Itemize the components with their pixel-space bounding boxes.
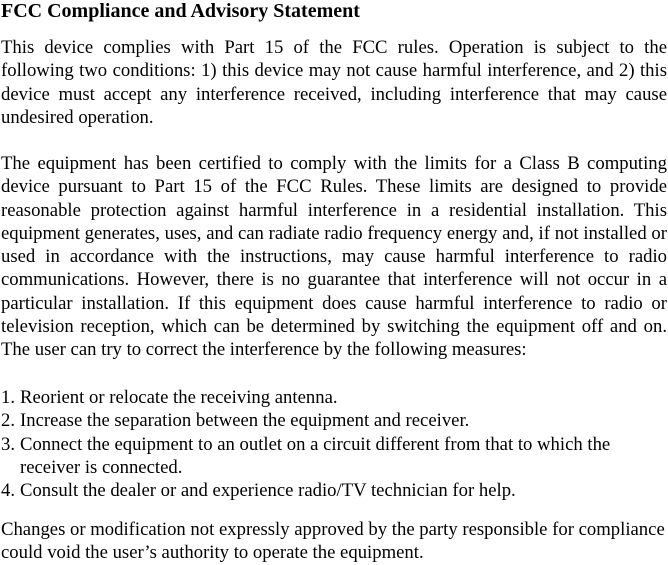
compliance-paragraph: This device complies with Part 15 of the FCC rules. Operation is subject to the following two conditions: 1) this device may not cause harmful interference, and 2) this device must accept any interference received, including interference that may cause undesired operation. — [1, 37, 667, 128]
list-item-number: 3. — [1, 433, 16, 455]
certification-paragraph: The equipment has been certified to comply with the limits for a Class B computing device pursuant to Part 15 of the FCC Rules. These limits are designed to provide reasonable protection against harmful interference in a residential installation. This equipment generates, uses, and can radiate radio frequency energy and, if not installed or used in accordance with the instructions, may cause harmful interference to radio communications. However, there is no guarantee that interference will not occur in a particular installation. If this equipment does cause harmful interference to radio or television reception, which can be determined by switching the equipment off and on. The user can try to correct the interference by the following measures: — [1, 153, 667, 361]
list-item — [1, 433, 667, 480]
document-title: FCC Compliance and Advisory Statement — [1, 0, 360, 22]
list-item-number: 4. — [1, 480, 16, 502]
list-item-text: Consult the dealer or and experience radio/TV technician for help. — [20, 480, 516, 502]
list-item — [1, 386, 667, 409]
list-item-text: Increase the separation between the equipment and receiver. — [20, 410, 470, 432]
list-item — [1, 479, 667, 502]
modification-paragraph: Changes or modification not expressly approved by the party responsible for compliance could void the user’s authority to operate the equipment. — [1, 519, 665, 564]
list-item-number: 2. — [1, 410, 16, 432]
list-item-number: 1. — [1, 387, 16, 408]
measures-list — [1, 386, 667, 502]
list-item-text: Connect the equipment to an outlet on a circuit different from that to which the receiver is connected. — [20, 433, 611, 478]
list-item-text: Reorient or relocate the receiving antenna. — [20, 387, 338, 408]
list-item — [1, 409, 667, 432]
